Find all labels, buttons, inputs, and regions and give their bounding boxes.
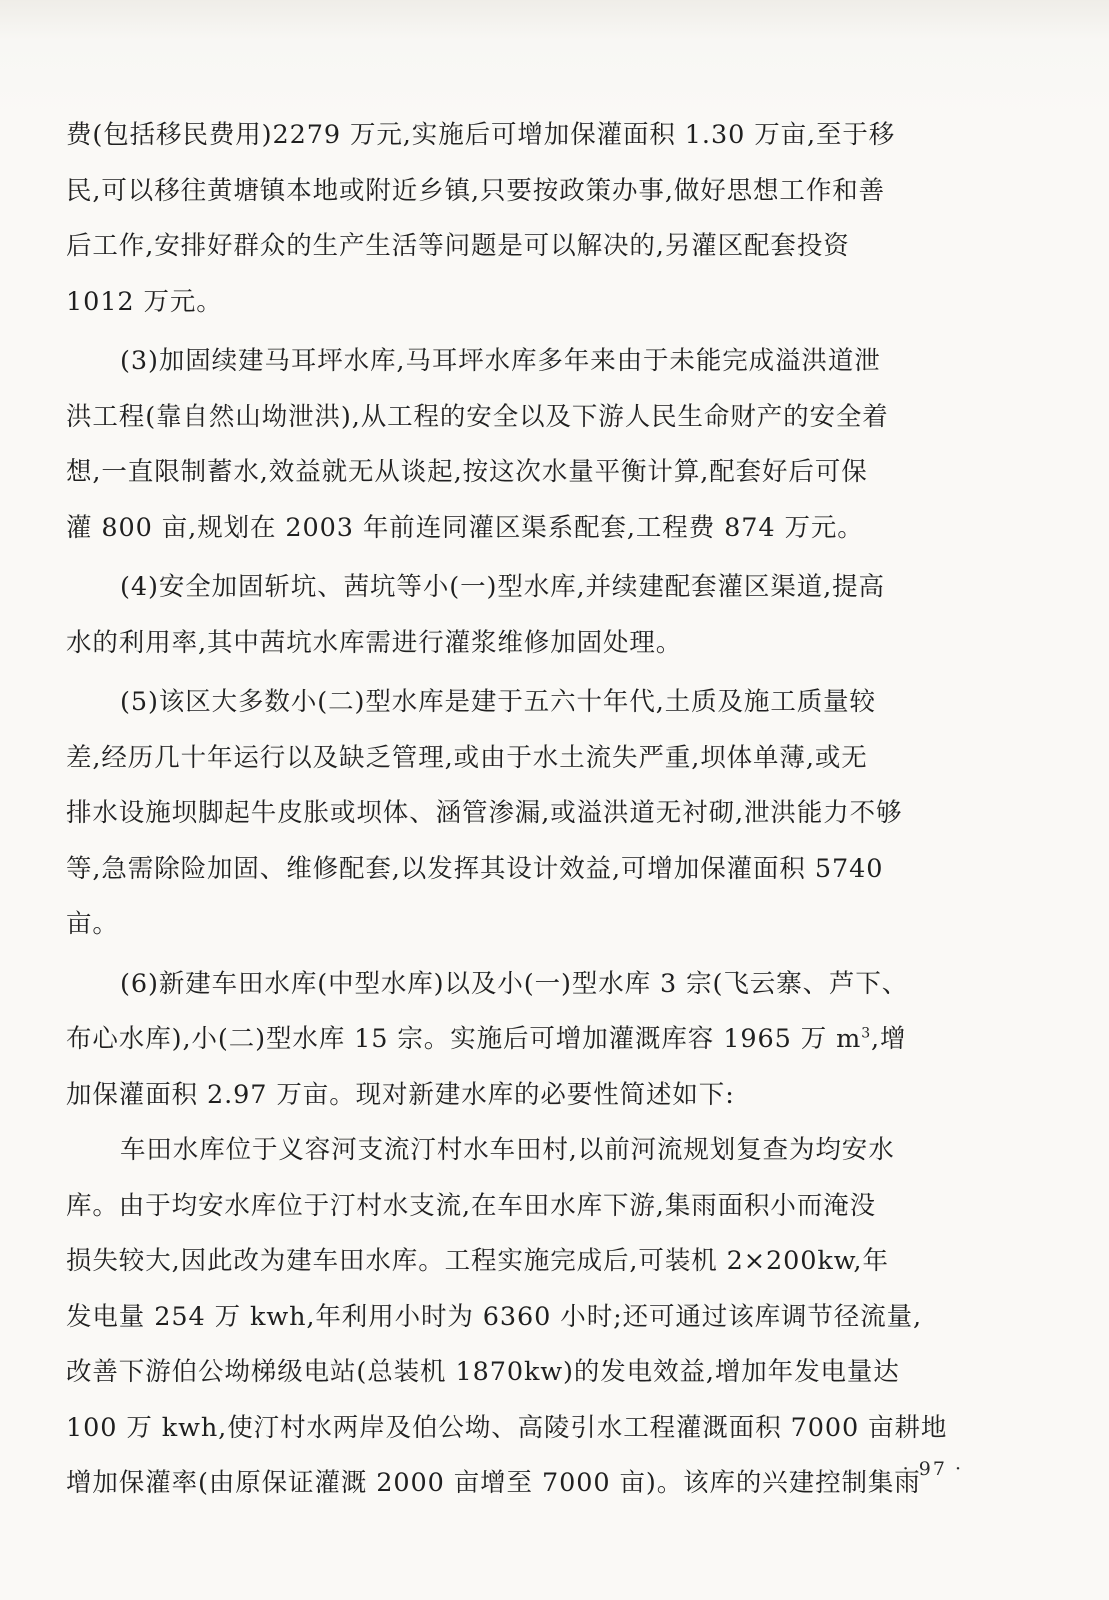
text-segment: 布心水库),小(二)型水库 15 宗。实施后可增加灌溉库容 1965 万 m (66, 1024, 862, 1054)
superscript: 3 (861, 1025, 872, 1042)
paragraph-4-start: (4)安全加固斩坑、茜坑等小(一)型水库,并续建配套灌区渠道,提高 (120, 572, 885, 602)
text-segment: ,增 (871, 1024, 907, 1054)
paragraph-7-start: 车田水库位于义容河支流汀村水车田村,以前河流规划复查为均安水 (120, 1135, 895, 1165)
text-line-with-superscript (66, 1012, 1006, 1068)
text-line: 水的利用率,其中茜坑水库需进行灌浆维修加固处理。 (66, 627, 683, 658)
text-line: 想,一直限制蓄水,效益就无从谈起,按这次水量平衡计算,配套好后可保 (66, 457, 868, 487)
text-line: 改善下游伯公坳梯级电站(总装机 1870kw)的发电效益,增加年发电量达 (66, 1357, 900, 1387)
text-line: 加保灌面积 2.97 万亩。现对新建水库的必要性简述如下: (66, 1079, 735, 1110)
text-line: 费(包括移民费用)2279 万元,实施后可增加保灌面积 1.30 万亩,至于移 (66, 120, 896, 150)
page-number: · 97 · (902, 1458, 963, 1480)
text-line: 1012 万元。 (66, 286, 223, 317)
text-line: 亩。 (66, 909, 119, 939)
paragraph-3-start: (3)加固续建马耳坪水库,马耳坪水库多年来由于未能完成溢洪道泄 (120, 346, 881, 376)
paragraph-6-start: (6)新建车田水库(中型水库)以及小(一)型水库 3 宗(飞云寨、芦下、 (120, 968, 909, 999)
text-line: 洪工程(靠自然山坳泄洪),从工程的安全以及下游人民生命财产的安全着 (66, 401, 889, 432)
text-line: 损失较大,因此改为建车田水库。工程实施完成后,可装机 2×200kw,年 (66, 1246, 889, 1276)
text-line: 100 万 kwh,使汀村水两岸及伯公坳、高陵引水工程灌溉面积 7000 亩耕地 (66, 1412, 948, 1443)
body-text (66, 108, 1006, 1512)
text-line: 排水设施坝脚起牛皮胀或坝体、涵管渗漏,或溢洪道无衬砌,泄洪能力不够 (66, 798, 903, 828)
paragraph-5-start: (5)该区大多数小(二)型水库是建于五六十年代,土质及施工质量较 (120, 687, 876, 717)
text-line: 增加保灌率(由原保证灌溉 2000 亩增至 7000 亩)。该库的兴建控制集雨 (66, 1468, 921, 1498)
text-line: 后工作,安排好群众的生产生活等问题是可以解决的,另灌区配套投资 (66, 231, 850, 261)
text-line: 差,经历几十年运行以及缺乏管理,或由于水土流失严重,坝体单薄,或无 (66, 742, 868, 773)
text-line: 发电量 254 万 kwh,年利用小时为 6360 小时;还可通过该库调节径流量, (66, 1301, 923, 1332)
text-line: 等,急需除险加固、维修配套,以发挥其设计效益,可增加保灌面积 5740 (66, 853, 884, 884)
text-line: 库。由于均安水库位于汀村水支流,在车田水库下游,集雨面积小而淹没 (66, 1190, 877, 1221)
text-line: 灌 800 亩,规划在 2003 年前连同灌区渠系配套,工程费 874 万元。 (66, 512, 864, 543)
text-line: 民,可以移往黄塘镇本地或附近乡镇,只要按政策办事,做好思想工作和善 (66, 175, 886, 206)
